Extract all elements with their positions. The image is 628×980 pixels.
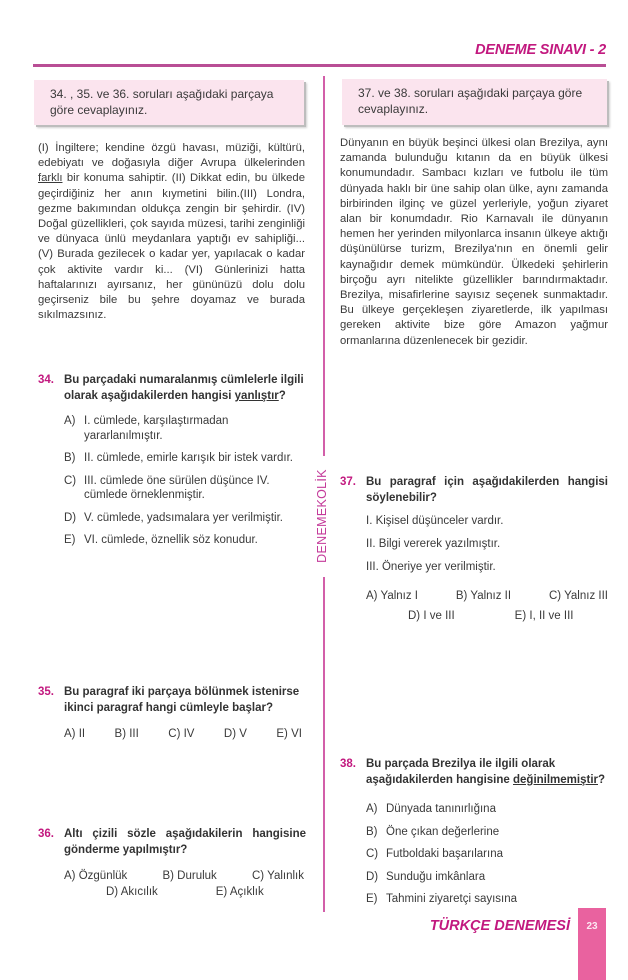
option-c[interactable]: C) IV — [168, 728, 195, 740]
passage-right: Dünyanın en büyük beşinci ülkesi olan Brezilya, aynı zamanda bulunduğu kıtanın da en büyük ülkesi konumundadır. Sambacı kızları ve futbolu ile tüm dünyada haklı bir üne sahip olan ülke, aynı zamanda birbirinden ilginç ve güzel yerleriyle, yoğun ziyaret alan bir konumdadır. Rio Karnavalı ile dünyanın hemen her yerinden milyonlarca insanın ülkeye aktığı düşünülürse turizm, Brezilya'nın en önemli gelir kaynağıdır demek mümkündür. Ülkedeki şehirlerin birçoğu ayrı nitelikte güzellikler barındırmaktadır. Brezilya, misafirlerine sayısız seçenek sunmaktadır. Bu ülkeye gerçekleşen ziyaretlerde, ilk yapılması gereken aktivite bize göre Amazon yağmur ormanlarına düzenlenecek bir gezidir. — [340, 137, 608, 347]
question-stem: Bu paragraf iki parçaya bölünmek istenirse ikinci paragraf hangi cümleyle başlar? — [64, 686, 300, 714]
instruction-box-left: 34. , 35. ve 36. soruları aşağıdaki parçaya göre cevaplayınız. — [34, 80, 304, 125]
option-e[interactable]: E) Tahmini ziyaretçi sayısına — [366, 893, 518, 905]
question-34 — [38, 372, 306, 548]
option-a[interactable]: A) I. cümlede, karşılaştırmadan yararlanılmıştır. — [64, 415, 229, 442]
statement-3: III. Öneriye yer verilmiştir. — [366, 561, 496, 573]
option-e[interactable]: E) VI. cümlede, öznellik söz konudur. — [64, 534, 258, 546]
instruction-box-right: 37. ve 38. soruları aşağıdaki parçaya göre cevaplayınız. — [342, 79, 607, 125]
column-divider-top — [323, 76, 325, 456]
option-e[interactable]: E) VI — [276, 728, 302, 740]
option-d[interactable]: D) Sunduğu imkânlara — [366, 870, 486, 883]
option-b[interactable]: B) III — [114, 728, 139, 740]
option-e[interactable]: E) I, II ve III — [514, 610, 574, 622]
option-a[interactable]: A) Özgünlük — [64, 870, 128, 882]
option-a[interactable]: A) Yalnız I — [366, 590, 418, 602]
passage-text: (I) İngiltere; kendine özgü havası, müziği, kültürü, edebiyatı ve doğasıyla diğer Avrupa ülkelerinden — [38, 142, 305, 170]
question-36 — [38, 826, 306, 898]
option-c[interactable]: C) III. cümlede öne sürülen düşünce IV. cümlede örneklenmiştir. — [64, 474, 270, 501]
option-c[interactable]: C) Futboldaki başarılarına — [366, 848, 503, 860]
option-d[interactable]: D) V. cümlede, yadsımalara yer verilmiştir. — [64, 511, 283, 524]
watermark: DENEMEKOLİK — [315, 469, 329, 563]
question-number: 34. — [38, 374, 54, 386]
question-number: 38. — [340, 758, 356, 770]
question-stem: Bu paragraf için aşağıdakilerden hangisi söylenebilir? — [366, 476, 608, 504]
page-number-tab — [578, 908, 606, 980]
option-d[interactable]: D) I ve III — [408, 610, 455, 622]
option-d[interactable]: D) V — [223, 728, 247, 740]
option-a[interactable]: A) II — [64, 728, 86, 740]
question-37 — [340, 474, 608, 622]
header-rule — [33, 64, 606, 67]
option-b[interactable]: B) Yalnız II — [455, 590, 512, 602]
option-e[interactable]: E) Açıklık — [215, 886, 264, 898]
option-c[interactable]: C) Yalınlık — [251, 870, 304, 882]
option-b[interactable]: B) Öne çıkan değerlerine — [366, 825, 500, 838]
question-stem: Bu parçada Brezilya ile ilgili olarak aşağıdakilerden hangisine değinilmemiştir? — [366, 758, 606, 786]
column-divider-bottom — [323, 577, 325, 912]
statement-1: I. Kişisel düşünceler vardır. — [366, 515, 504, 527]
option-d[interactable]: D) Akıcılık — [106, 886, 158, 898]
statement-2: II. Bilgi vererek yazılmıştır. — [366, 538, 501, 550]
footer-title: TÜRKÇE DENEMESİ — [429, 918, 570, 934]
option-a[interactable]: A) Dünyada tanınırlığına — [366, 803, 496, 815]
question-38 — [340, 756, 608, 907]
option-b[interactable]: B) II. cümlede, emirle karışık bir istek vardır. — [64, 452, 293, 464]
underlined-word: farklı — [38, 172, 63, 185]
page-number: 23 — [586, 921, 598, 932]
question-number: 35. — [38, 686, 54, 698]
question-number: 36. — [38, 828, 54, 840]
option-c[interactable]: C) Yalnız III — [548, 590, 608, 602]
question-number: 37. — [340, 476, 356, 488]
passage-text: bir konuma sahiptir. (II) Dikkat edin, bu ülkede geçirdiğiniz her anın kıymetini bilin.(III) Londra, gezme bakımından oldukça zengin bir şehirdir. (IV) Doğal güzellikleri, çok sayıda müzesi, tarihi zenginliği ve dünyaca ünlü meydanlara yaptığı ev sahipliği... (V) Burada gezilecek o kadar yer, yapılacak o kadar çok aktivite vardır ki... (VI) Günlerinizi hatta haftalarınızı ayırsanız, her gününüzü dolu dolu geçirseniz bile bu şehre doyamaz ve burada sıkılmazsınız. — [38, 172, 305, 322]
passage-left — [38, 141, 305, 323]
question-stem: Bu parçadaki numaralanmış cümlelerle ilgili olarak aşağıdakilerden hangisi yanlıştır? — [64, 374, 304, 402]
page-header-title: DENEME SINAVI - 2 — [475, 42, 606, 58]
question-35 — [38, 684, 306, 740]
question-stem: Altı çizili sözle aşağıdakilerin hangisine gönderme yapılmıştır? — [64, 828, 306, 856]
option-b[interactable]: B) Duruluk — [162, 870, 217, 882]
